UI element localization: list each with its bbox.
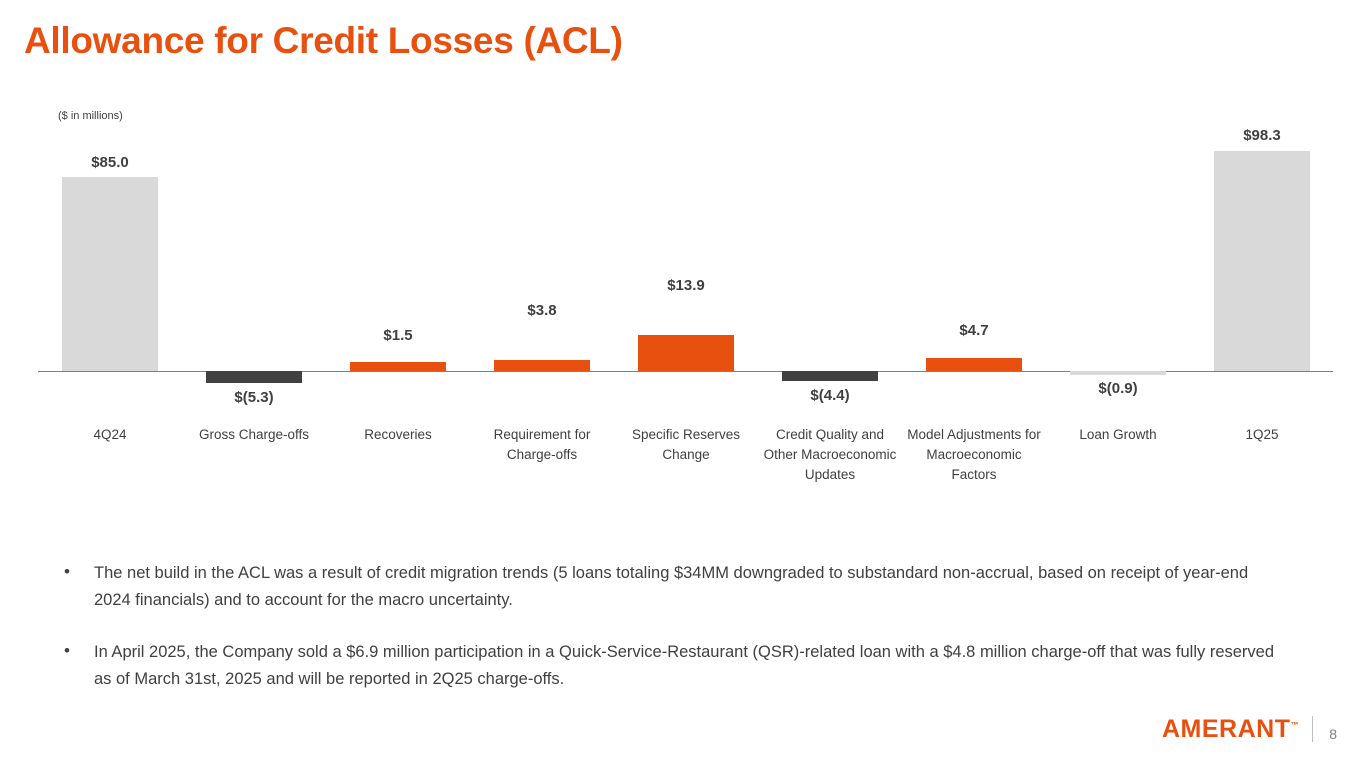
category-label: 1Q25 xyxy=(1245,427,1279,442)
bar-recoveries xyxy=(350,362,446,371)
chart-column-specific-reserves-change xyxy=(614,130,758,530)
logo-trademark: ™ xyxy=(1290,720,1299,730)
chart-column-credit-quality-updates xyxy=(758,130,902,530)
chart-column-recoveries xyxy=(326,130,470,530)
page-title: Allowance for Credit Losses (ACL) xyxy=(24,20,623,61)
bar-loan-growth xyxy=(1070,371,1166,375)
category-label: Gross Charge-offs xyxy=(198,427,310,442)
chart-column-requirement-for-charge-offs xyxy=(470,130,614,530)
category-label: Loan Growth xyxy=(1079,427,1157,442)
bar-specific-reserves-change xyxy=(638,335,734,371)
bar-model-adjustments xyxy=(926,358,1022,371)
bar-value-label: $13.9 xyxy=(667,277,705,294)
category-label: Requirement for Charge-offs xyxy=(493,427,591,462)
chart-column-loan-growth xyxy=(1046,130,1190,530)
bar-value-label: $85.0 xyxy=(91,154,129,171)
category-label: Specific Reserves Change xyxy=(631,427,741,462)
category-label: 4Q24 xyxy=(93,427,127,442)
list-item: • In April 2025, the Company sold a $6.9 million participation in a Quick-Service-Restaurant (QSR)-related loan with a $4.8 million charge-off that was fully reserved as of March 31st, 2025 and will be reported in 2Q25 charge-offs. xyxy=(58,639,1278,693)
bar-value-label: $1.5 xyxy=(383,327,413,344)
category-label: Recoveries xyxy=(364,427,432,442)
waterfall-chart xyxy=(38,127,1333,530)
bar-value-label: $(0.9) xyxy=(1098,380,1138,397)
bar-value-label: $(5.3) xyxy=(234,389,274,406)
bar-value-label: $3.8 xyxy=(527,302,557,319)
chart-column-model-adjustments xyxy=(902,130,1046,530)
category-label: Model Adjustments for Macroeconomic Factors xyxy=(907,427,1041,482)
list-item: • The net build in the ACL was a result of credit migration trends (5 loans totaling $34MM downgraded to substandard non-accrual, based on receipt of year-end 2024 financials) and to account for the macro uncertainty. xyxy=(58,560,1278,614)
bar-value-label: $98.3 xyxy=(1243,127,1281,144)
amerant-logo xyxy=(1162,715,1299,744)
footer-divider xyxy=(1312,716,1313,742)
bar-value-label: $4.7 xyxy=(959,322,989,339)
bar-gross-charge-offs xyxy=(206,371,302,383)
bullet-list xyxy=(58,560,1278,718)
category-label: Credit Quality and Other Macroeconomic Updates xyxy=(763,427,897,482)
chart-column-1q25 xyxy=(1190,127,1334,530)
units-note: ($ in millions) xyxy=(58,110,123,122)
bar-4q24 xyxy=(62,177,158,371)
logo-text: AMERANT xyxy=(1162,715,1291,743)
bar-value-label: $(4.4) xyxy=(810,387,850,404)
bar-1q25 xyxy=(1214,151,1310,371)
bar-requirement-for-charge-offs xyxy=(494,360,590,371)
chart-column-4q24 xyxy=(38,130,182,530)
page-number: 8 xyxy=(1329,726,1337,742)
chart-column-gross-charge-offs xyxy=(182,130,326,530)
bar-credit-quality-updates xyxy=(782,371,878,381)
